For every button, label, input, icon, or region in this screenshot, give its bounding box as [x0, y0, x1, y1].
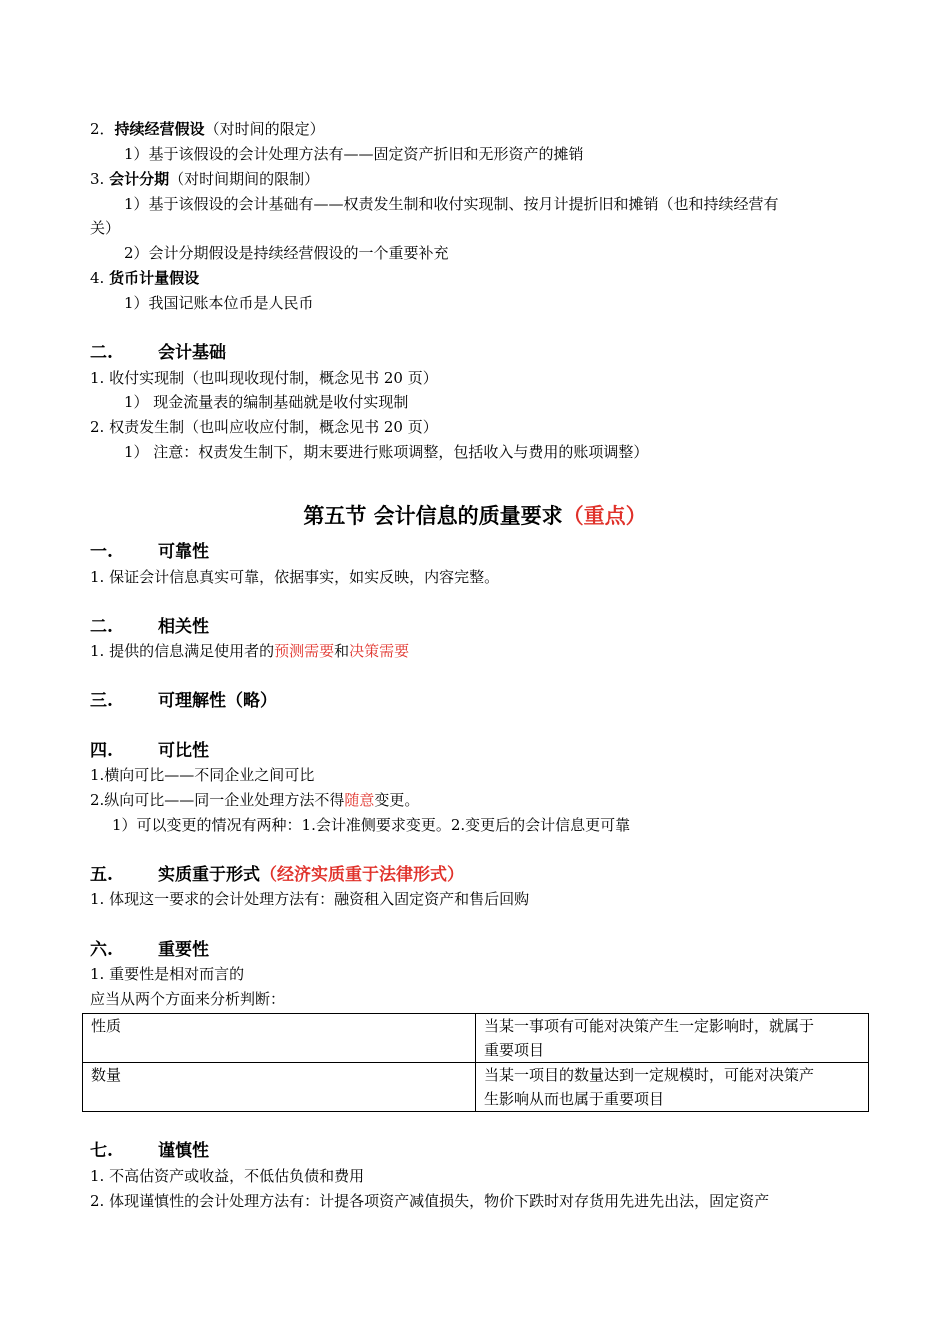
heading-text: 可理解性（略） [158, 691, 277, 711]
list-item: 2. 权责发生制（也叫应收应付制，概念见书 20 页） [90, 418, 438, 436]
materiality-table [82, 1013, 869, 1112]
section-heading-prudence [90, 1140, 209, 1162]
heading-number: 五. [90, 865, 113, 885]
table-cell-desc [476, 1014, 869, 1063]
item-label: 会计分期 [109, 170, 170, 188]
item-number: 4. [90, 269, 110, 287]
list-item: 1. 体现这一要求的会计处理方法有：融资租入固定资产和售后回购 [90, 890, 530, 908]
heading-number: 一. [90, 542, 113, 562]
heading-text: 谨慎性 [158, 1141, 209, 1161]
title-mark: （重点） [562, 503, 647, 528]
cell-text: 生影响从而也属于重要项目 [484, 1090, 665, 1108]
cell-text: 当某一事项有可能对决策产生一定影响时，就属于 [484, 1017, 815, 1035]
section-heading-basis [90, 342, 226, 364]
sub-item: 1） 现金流量表的编制基础就是收付实现制 [124, 393, 409, 411]
sub-item: 1）基于该假设的会计基础有——权责发生制和收付实现制、按月计提折旧和摊销（也和持续经营有 [124, 195, 779, 213]
list-item: 1. 保证会计信息真实可靠，依据事实，如实反映，内容完整。 [90, 568, 500, 586]
cell-text: 性质 [91, 1017, 122, 1035]
highlight-text: 随意 [344, 791, 375, 809]
item-note: （对时间的限定） [204, 120, 325, 138]
item-text: 2.纵向可比——同一企业处理方法不得 [90, 791, 345, 809]
table-cell-aspect [83, 1014, 476, 1063]
item-label: 持续经营假设 [114, 120, 205, 138]
heading-number: 二. [90, 343, 113, 363]
section-heading-understandability [90, 690, 277, 712]
heading-text: 实质重于形式 [158, 865, 260, 885]
list-item: 2. 体现谨慎性的会计处理方法有：计提各项资产减值损失，物价下跌时对存货用先进先出法，固定资产 [90, 1192, 770, 1210]
assumption-monetary-unit [90, 268, 199, 288]
cell-text: 当某一项目的数量达到一定规模时，可能对决策产 [484, 1066, 815, 1084]
section-heading-substance [90, 864, 464, 886]
list-item: 1. 重要性是相对而言的 [90, 965, 245, 983]
item-text: 和 [334, 642, 350, 660]
sub-item: 1） 注意：权责发生制下，期末要进行账项调整，包括收入与费用的账项调整） [124, 443, 649, 461]
section-heading-comparability [90, 740, 209, 762]
sub-item: 1）可以变更的情况有两种：1.会计准侧要求变更。2.变更后的会计信息更可靠 [112, 816, 631, 834]
highlight-text: 预测需要 [274, 642, 335, 660]
table-row [83, 1014, 869, 1063]
heading-number: 四. [90, 741, 113, 761]
section-heading-relevance [90, 616, 209, 638]
sub-item: 1）基于该假设的会计处理方法有——固定资产折旧和无形资产的摊销 [124, 145, 584, 163]
heading-text: 重要性 [158, 940, 209, 960]
title-text: 第五节 会计信息的质量要求 [303, 503, 563, 528]
assumption-accounting-period [90, 169, 319, 189]
section-heading-reliability [90, 541, 209, 563]
section-heading-materiality [90, 939, 209, 961]
list-item [90, 790, 419, 810]
item-label: 货币计量假设 [109, 269, 200, 287]
heading-number: 二. [90, 617, 113, 637]
heading-number: 七. [90, 1141, 113, 1161]
assumption-going-concern [90, 119, 325, 139]
item-number: 2． [90, 120, 115, 138]
heading-text: 相关性 [158, 617, 209, 637]
cell-text: 重要项目 [484, 1041, 545, 1059]
list-item: 1.横向可比——不同企业之间可比 [90, 766, 315, 784]
intro-text: 应当从两个方面来分析判断： [90, 990, 286, 1008]
list-item [90, 641, 409, 661]
heading-text: 会计基础 [158, 343, 226, 363]
heading-number: 三. [90, 691, 113, 711]
cell-text: 数量 [91, 1066, 122, 1084]
heading-text: 可靠性 [158, 542, 209, 562]
item-text: 变更。 [374, 791, 420, 809]
sub-item: 1）我国记账本位币是人民币 [124, 294, 314, 312]
item-number: 3. [90, 170, 110, 188]
table-row [83, 1063, 869, 1112]
table-cell-aspect [83, 1063, 476, 1112]
table-cell-desc [476, 1063, 869, 1112]
list-item: 1. 不高估资产或收益，不低估负债和费用 [90, 1167, 365, 1185]
item-text: 1. 提供的信息满足使用者的 [90, 642, 275, 660]
sub-item: 2）会计分期假设是持续经营假设的一个重要补充 [124, 244, 449, 262]
list-item: 1. 收付实现制（也叫现收现付制，概念见书 20 页） [90, 369, 438, 387]
heading-number: 六. [90, 940, 113, 960]
sub-item-continued: 关） [90, 219, 121, 237]
section-title [0, 502, 950, 530]
heading-highlight: （经济实质重于法律形式） [260, 865, 464, 885]
heading-text: 可比性 [158, 741, 209, 761]
item-note: （对时间期间的限制） [169, 170, 320, 188]
highlight-text: 决策需要 [349, 642, 410, 660]
